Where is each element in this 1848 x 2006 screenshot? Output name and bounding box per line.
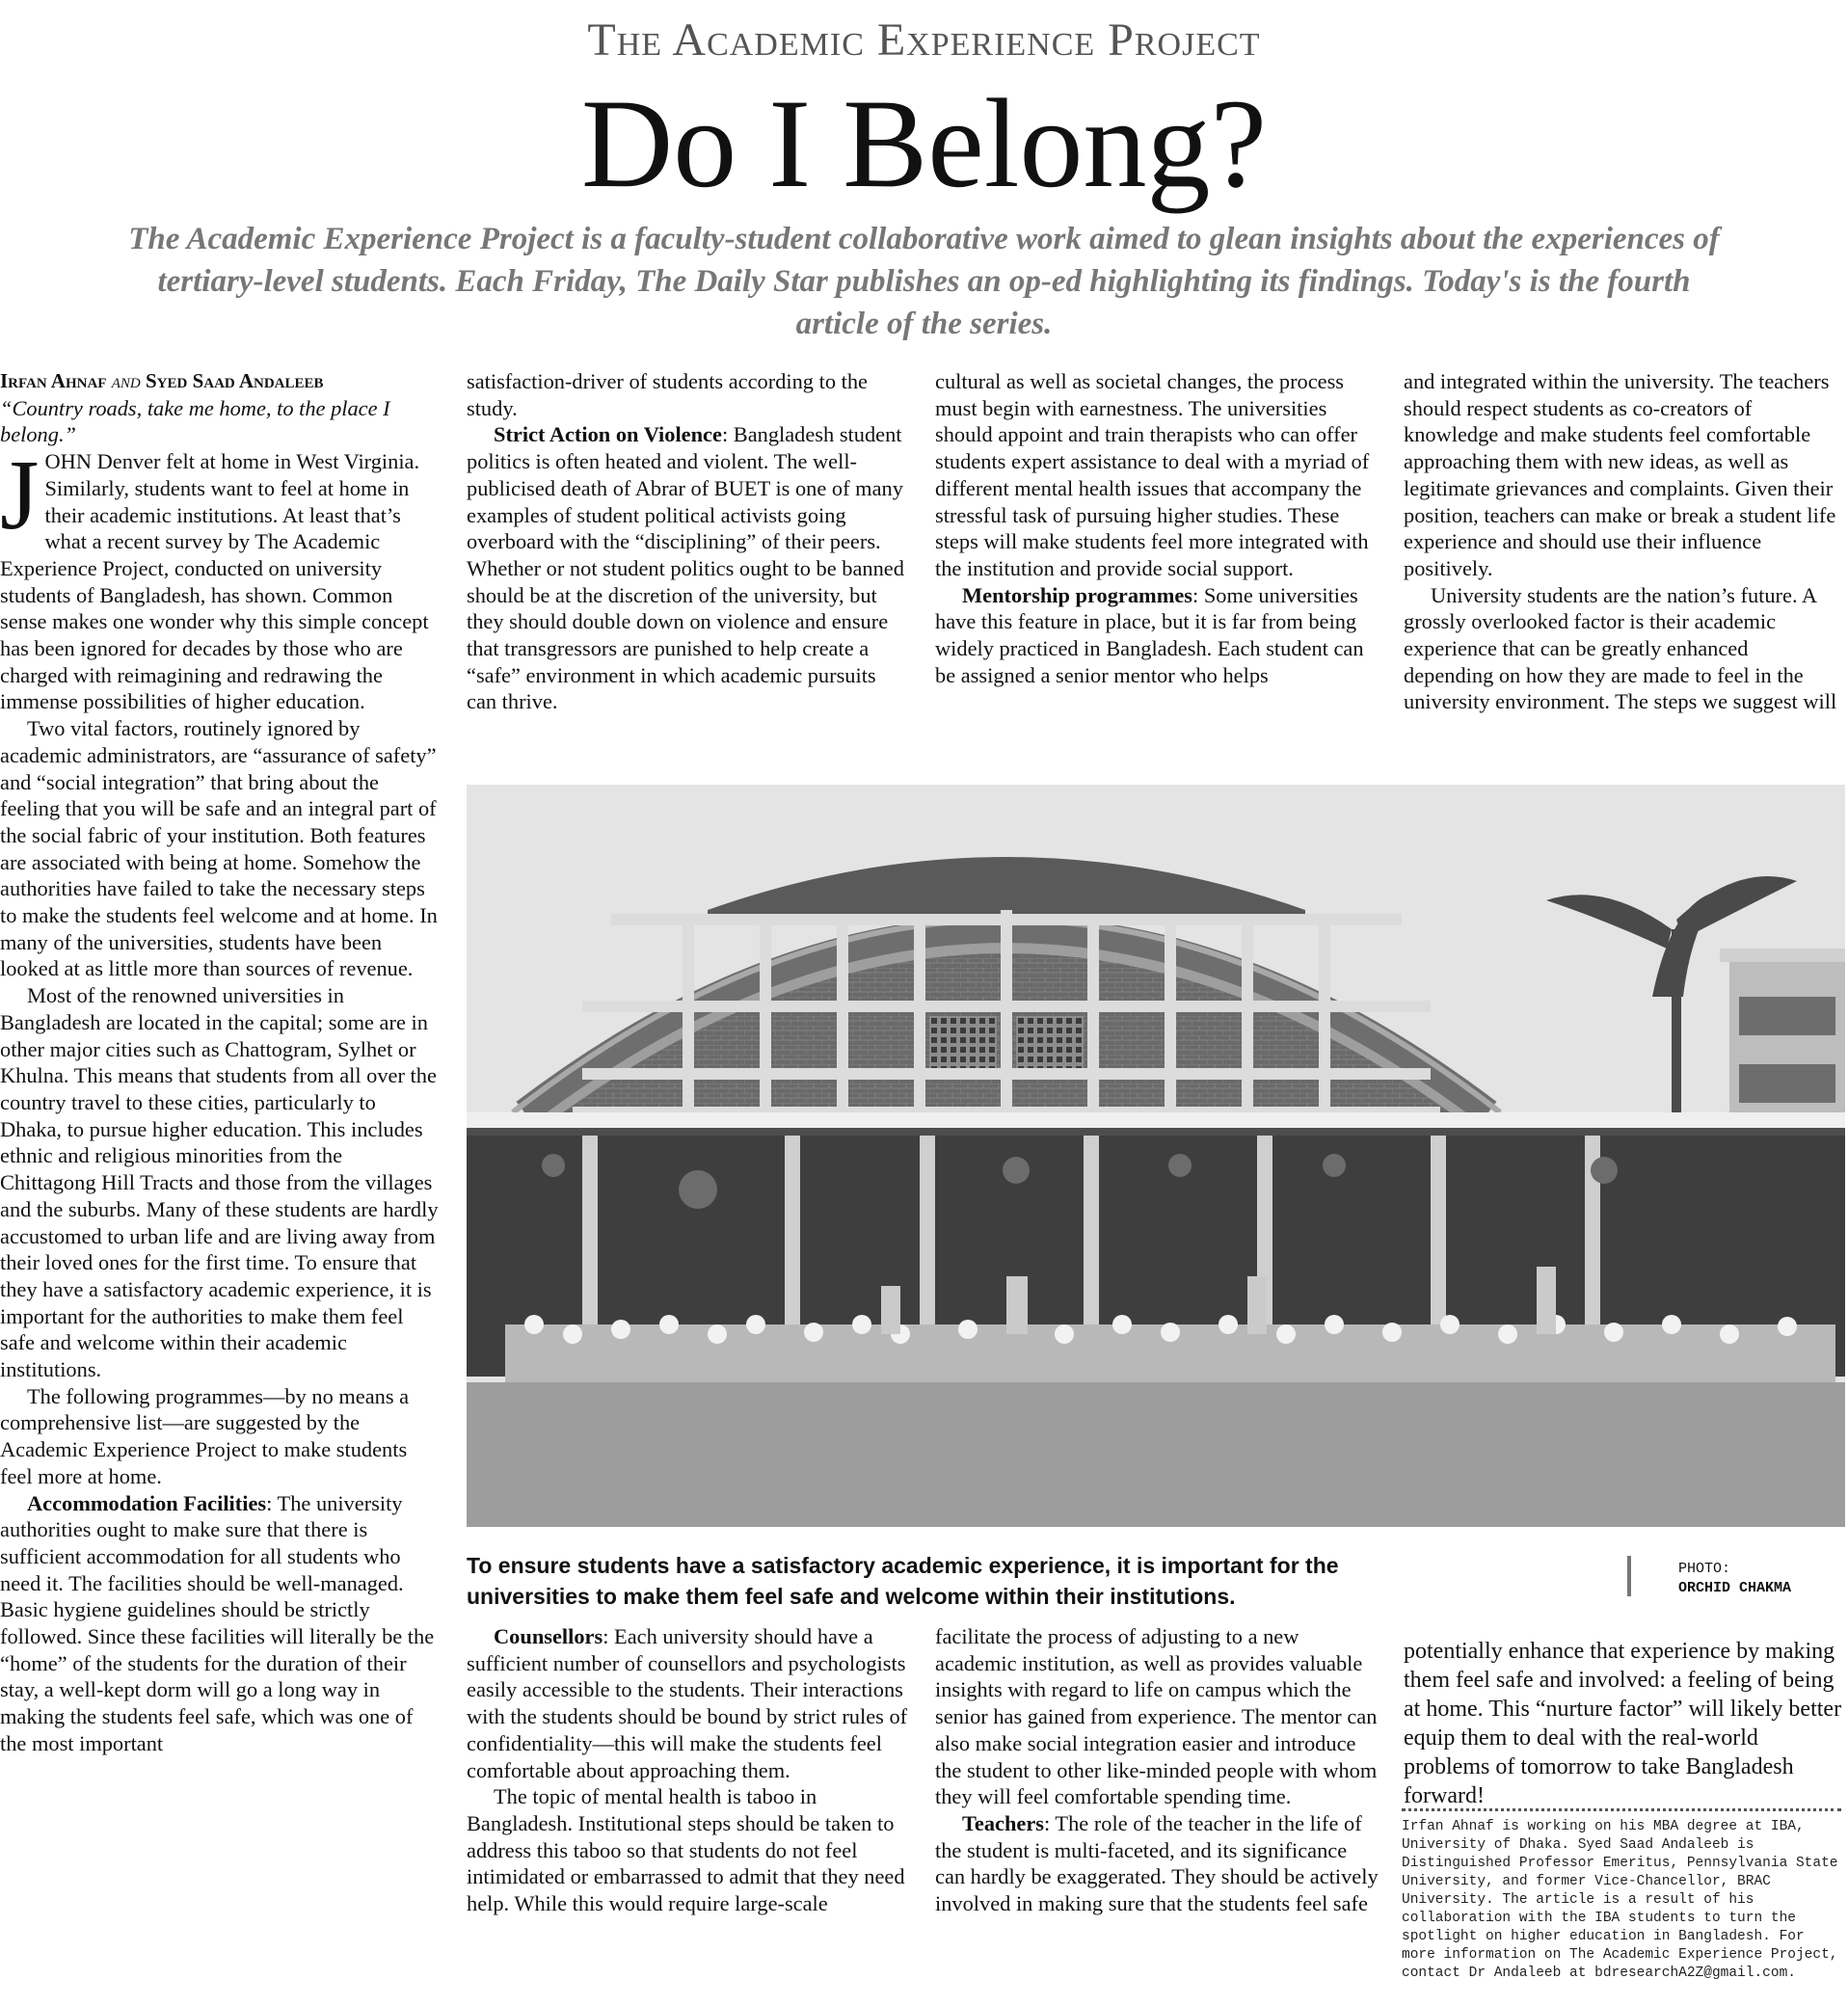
column-2-bottom <box>467 1623 910 1917</box>
author-bio: Irfan Ahnaf is working on his MBA degree at IBA, University of Dhaka. Syed Saad Andaleeb is Distinguished Professor Emeritus, Pennsylvania State University, and former Vice-Chancellor, BRAC University. The article is a result of his collaboration with the IBA students to turn the spotlight on higher education in Bangladesh. For more information on The Academic Experience Project, contact Dr Andaleeb at bdresearchA2Z@gmail.com. <box>1402 1819 1838 1981</box>
subhead-mentorship: Mentorship programmes <box>962 582 1193 607</box>
headline: Do I Belong? <box>580 72 1268 214</box>
paragraph: Teachers: The role of the teacher in the life of the student is multi-faceted, and its significance can hardly be exaggerated. They should be actively involved in making sure that the students feel safe <box>935 1810 1379 1916</box>
paragraph: and integrated within the university. The teachers should respect students as co-creators of knowledge and make students feel comfortable approaching them with new ideas, as well as legitimate grievances and complaints. Given their position, teachers can make or break a student life experience and should use their influence positively. <box>1404 369 1836 580</box>
paragraph: facilitate the process of adjusting to a new academic institution, as well as provides valuable insights with regard to life on campus which the senior has gained from experience. The mentor can also make social integration easier and introduce the student to other like-minded people with whom they will feel comfortable spending time. <box>935 1624 1378 1809</box>
article-photo <box>467 785 1845 1527</box>
deck-summary: The Academic Experience Project is a faculty-student collaborative work aimed to glean insights about the experiences of tertiary-level students. Each Friday, The Daily Star publishes an op-ed highlighting its findings. Today's is the fourth article of the series. <box>128 222 1720 341</box>
photo-credit <box>1678 1560 1791 1598</box>
caption-divider <box>1627 1556 1631 1596</box>
byline <box>0 368 440 395</box>
series-kicker: The Academic Experience Project <box>587 14 1261 66</box>
paragraph: JOHN Denver felt at home in West Virginia. Similarly, students want to feel at home in their academic institutions. At least that’s what a recent survey by The Academic Experience Project, conducted on university students of Bangladesh, has shown. Common sense makes one wonder why this simple concept has been ignored for decades by those who are charged with reimagining and redrawing the immense possibilities of higher education. <box>0 440 429 714</box>
paragraph: Mentorship programmes: Some universities have this feature in place, but it is far from being widely practiced in Bangladesh. Each student can be assigned a senior mentor who helps <box>935 582 1364 687</box>
campus-building-photo <box>467 785 1845 1527</box>
paragraph: Two vital factors, routinely ignored by academic administrators, are “assurance of safety” and “social integration” that bring about the feeling that you will be safe and an integral part of the social fabric of your institution. Both features are associated with being at home. Somehow the authorities have failed to take the necessary steps to make the students feel welcome and at home. In many of the universities, students have been looked at as little more than sources of revenue. <box>0 716 438 981</box>
subhead-violence: Strict Action on Violence <box>494 422 722 447</box>
paragraph: potentially enhance that experience by making them feel safe and involved: a feeling of being at home. This “nurture factor” will likely better equip them to deal with the real-world problems of tomorrow to take Bangladesh forward! <box>1404 1639 1842 1808</box>
photo-credit-label: PHOTO: <box>1678 1561 1731 1577</box>
column-1 <box>0 368 440 1757</box>
subhead-counsellors: Counsellors <box>494 1624 603 1648</box>
column-4-top <box>1404 368 1843 715</box>
paragraph: The topic of mental health is taboo in Bangladesh. Institutional steps should be taken to address this taboo so that students do not feel intimidated or embarrassed to admit that they need help. While this would require large-scale <box>467 1784 905 1916</box>
photo-caption: To ensure students have a satisfactory academic experience, it is important for the universities to make them feel safe and welcome within their institutions. <box>467 1553 1339 1609</box>
drop-cap: J <box>0 440 40 551</box>
byline-joiner: and <box>111 369 141 392</box>
subhead-teachers: Teachers <box>962 1810 1044 1835</box>
author-1: Irfan Ahnaf <box>0 369 107 392</box>
paragraph: The following programmes—by no means a comprehensive list—are suggested by the Academic Experience Project to make students feel more at home. <box>0 1383 410 1488</box>
paragraph: Most of the renowned universities in Bangladesh are located in the capital; some are in other major cities such as Chattogram, Sylhet or Khulna. This means that students from all over the country travel to these cities, particularly to Dhaka, to pursue higher education. This includes ethnic and religious minorities from the Chittagong Hill Tracts and those from the villages and the suburbs. Many of these students are hardly accustomed to urban life and are living away from their loved ones for the first time. To ensure that they have a satisfactory academic experience, it is important for the authorities to make them feel safe and welcome within their academic institutions. <box>0 983 439 1382</box>
column-3-top <box>935 368 1379 688</box>
author-2: Syed Saad Andaleeb <box>145 369 324 392</box>
paragraph: Counsellors: Each university should have a sufficient number of counsellors and psychologists easily accessible to the students. Their interactions with the students should be bound by strict rules of confidentiality—this will make the students feel comfortable about approaching them. <box>467 1624 908 1782</box>
paragraph: Strict Action on Violence: Bangladesh student politics is often heated and violent. The well-publicised death of Abrar of BUET is one of many examples of student political activists going overboard with the “disciplining” of their peers. Whether or not student politics ought to be banned should be at the discretion of the university, but they should double down on violence and ensure that transgressors are punished to help create a “safe” environment in which academic pursuits can thrive. <box>467 422 904 714</box>
column-2-top <box>467 368 910 715</box>
bio-divider <box>1402 1808 1841 1811</box>
column-4-bottom <box>1404 1637 1843 1810</box>
paragraph: University students are the nation’s future. A grossly overlooked factor is their academic experience that can be greatly enhanced depending on how they are made to feel in the university environment. The steps we suggest will <box>1404 582 1837 714</box>
paragraph: cultural as well as societal changes, the process must begin with earnestness. The universities should appoint and train therapists who can offer students expert assistance to deal with a myriad of different mental health issues that accompany the stressful task of pursuing higher studies. These steps will make students feel more integrated with the institution and provide social support. <box>935 369 1370 580</box>
column-3-bottom <box>935 1623 1379 1917</box>
paragraph: Accommodation Facilities: The university authorities ought to make sure that there is sufficient accommodation for all students who need it. The facilities should be well-managed. Basic hygiene guidelines should be strictly followed. Since these facilities will literally be the “home” of the students for the duration of their stay, a well-kept dorm will go a long way in making the students feel safe, which was one of the most important <box>0 1490 435 1755</box>
subhead-accommodation: Accommodation Facilities <box>27 1490 267 1515</box>
photo-credit-name: ORCHID CHAKMA <box>1678 1580 1792 1596</box>
epigraph: “Country roads, take me home, to the place I belong.” <box>0 395 390 447</box>
paragraph: satisfaction-driver of students according to the study. <box>467 369 868 420</box>
